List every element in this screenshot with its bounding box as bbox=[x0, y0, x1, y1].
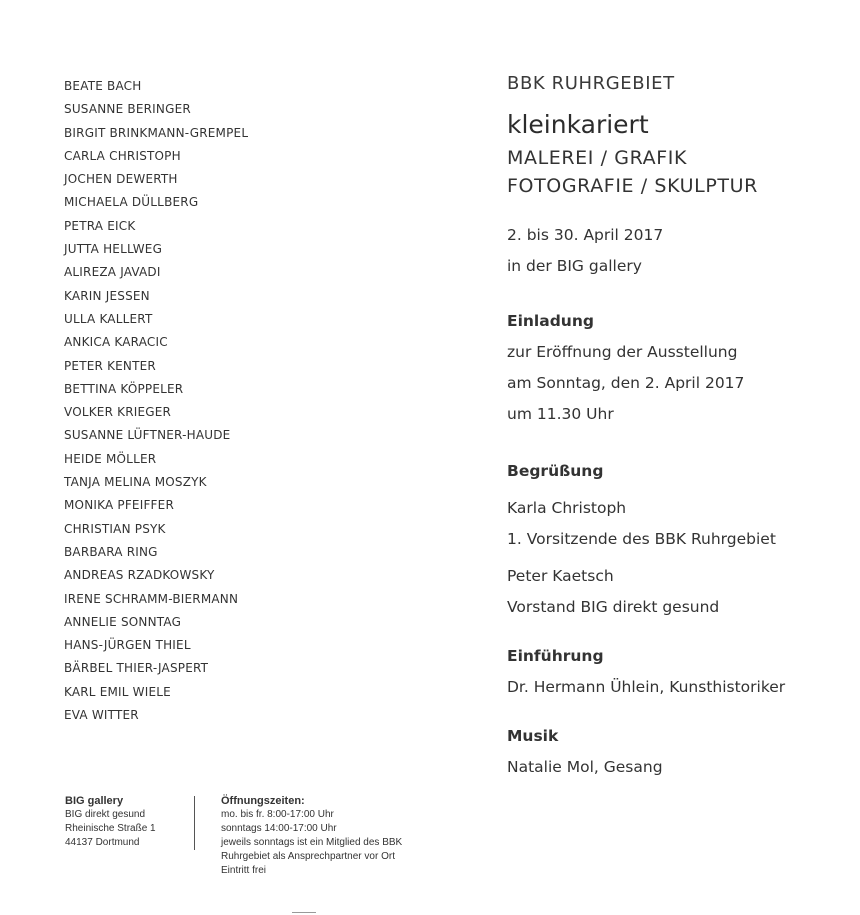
artist-name: MONIKA PFEIFFER bbox=[64, 498, 174, 513]
gallery-address bbox=[65, 794, 190, 850]
music-performer: Natalie Mol, Gesang bbox=[507, 758, 663, 776]
artist-name: BARBARA RING bbox=[64, 544, 158, 559]
venue: in der BIG gallery bbox=[507, 257, 642, 275]
date-range: 2. bis 30. April 2017 bbox=[507, 226, 664, 244]
welcome-heading: Begrüßung bbox=[507, 462, 604, 480]
artist-list bbox=[64, 75, 248, 727]
artist-name: PETRA EICK bbox=[64, 218, 136, 233]
invitation-section bbox=[507, 306, 852, 430]
artist-name: ULLA KALLERT bbox=[64, 311, 153, 326]
artist-name: JOCHEN DEWERTH bbox=[64, 172, 178, 187]
welcome-section bbox=[507, 456, 852, 623]
artist-name: PETER KENTER bbox=[64, 358, 156, 373]
address-line-3: 44137 Dortmund bbox=[65, 837, 140, 848]
artist-name: TANJA MELINA MOSZYK bbox=[64, 475, 207, 490]
artist-name: SUSANNE BERINGER bbox=[64, 102, 191, 117]
hours-line-3: jeweils sonntags ist ein Mitglied des BBK bbox=[221, 837, 403, 848]
artist-name: MICHAELA DÜLLBERG bbox=[64, 195, 199, 210]
artist-name: CARLA CHRISTOPH bbox=[64, 148, 181, 163]
speaker-1-name: Karla Christoph bbox=[507, 499, 627, 517]
fold-mark bbox=[292, 912, 316, 913]
artist-name: KARL EMIL WIELE bbox=[64, 684, 171, 699]
hours-heading: Öffnungszeiten: bbox=[221, 795, 305, 807]
artist-name: BEATE BACH bbox=[64, 79, 142, 93]
artist-name: BIRGIT BRINKMANN-GREMPEL bbox=[64, 125, 249, 140]
artist-name: ANNELIE SONNTAG bbox=[64, 614, 182, 629]
subtitle-line-2: FOTOGRAFIE / SKULPTUR bbox=[507, 175, 758, 197]
invitation-line-1: zur Eröffnung der Ausstellung bbox=[507, 343, 738, 361]
hours-line-1: mo. bis fr. 8:00-17:00 Uhr bbox=[221, 809, 334, 820]
address-line-1: BIG direkt gesund bbox=[65, 809, 146, 820]
hours-line-2: sonntags 14:00-17:00 Uhr bbox=[221, 823, 337, 834]
artist-name: IRENE SCHRAMM-BIERMANN bbox=[64, 591, 239, 606]
hours-line-5: Eintritt frei bbox=[221, 865, 267, 876]
hours-line-4: Ruhrgebiet als Ansprechpartner vor Ort bbox=[221, 851, 395, 862]
invitation-line-2: am Sonntag, den 2. April 2017 bbox=[507, 374, 745, 392]
music-section bbox=[507, 721, 852, 783]
artist-name: HANS-JÜRGEN THIEL bbox=[64, 638, 191, 653]
artist-name: BÄRBEL THIER-JASPERT bbox=[64, 661, 209, 676]
address-line-2: Rheinische Straße 1 bbox=[65, 823, 156, 834]
organization-name: BBK RUHRGEBIET bbox=[507, 73, 675, 94]
gallery-name: BIG gallery bbox=[65, 795, 124, 807]
introduction-section bbox=[507, 641, 852, 703]
artist-name: SUSANNE LÜFTNER-HAUDE bbox=[64, 428, 231, 443]
speaker-2-role: Vorstand BIG direkt gesund bbox=[507, 598, 720, 616]
speaker-2-name: Peter Kaetsch bbox=[507, 567, 614, 585]
exhibition-dates bbox=[507, 220, 852, 282]
invitation-panel bbox=[507, 72, 852, 783]
artist-name: ANDREAS RZADKOWSKY bbox=[64, 568, 215, 583]
introduction-speaker: Dr. Hermann Ühlein, Kunsthistoriker bbox=[507, 678, 786, 696]
footer-divider bbox=[194, 796, 195, 850]
exhibition-subtitle bbox=[507, 144, 852, 200]
introduction-heading: Einführung bbox=[507, 647, 604, 665]
artist-name: BETTINA KÖPPELER bbox=[64, 381, 184, 396]
invitation-heading: Einladung bbox=[507, 312, 594, 330]
subtitle-line-1: MALEREI / GRAFIK bbox=[507, 147, 688, 169]
artist-name: KARIN JESSEN bbox=[64, 288, 150, 303]
invitation-line-3: um 11.30 Uhr bbox=[507, 405, 614, 423]
exhibition-title: kleinkariert bbox=[507, 110, 649, 139]
artist-name: HEIDE MÖLLER bbox=[64, 451, 157, 466]
artist-name: CHRISTIAN PSYK bbox=[64, 521, 166, 536]
opening-hours bbox=[221, 794, 411, 878]
artist-name: EVA WITTER bbox=[64, 708, 139, 723]
artist-name: JUTTA HELLWEG bbox=[64, 242, 163, 257]
artist-name: ALIREZA JAVADI bbox=[64, 265, 161, 280]
music-heading: Musik bbox=[507, 727, 559, 745]
artist-name: VOLKER KRIEGER bbox=[64, 405, 172, 420]
speaker-1-role: 1. Vorsitzende des BBK Ruhrgebiet bbox=[507, 530, 776, 548]
artist-name: ANKICA KARACIC bbox=[64, 335, 168, 350]
